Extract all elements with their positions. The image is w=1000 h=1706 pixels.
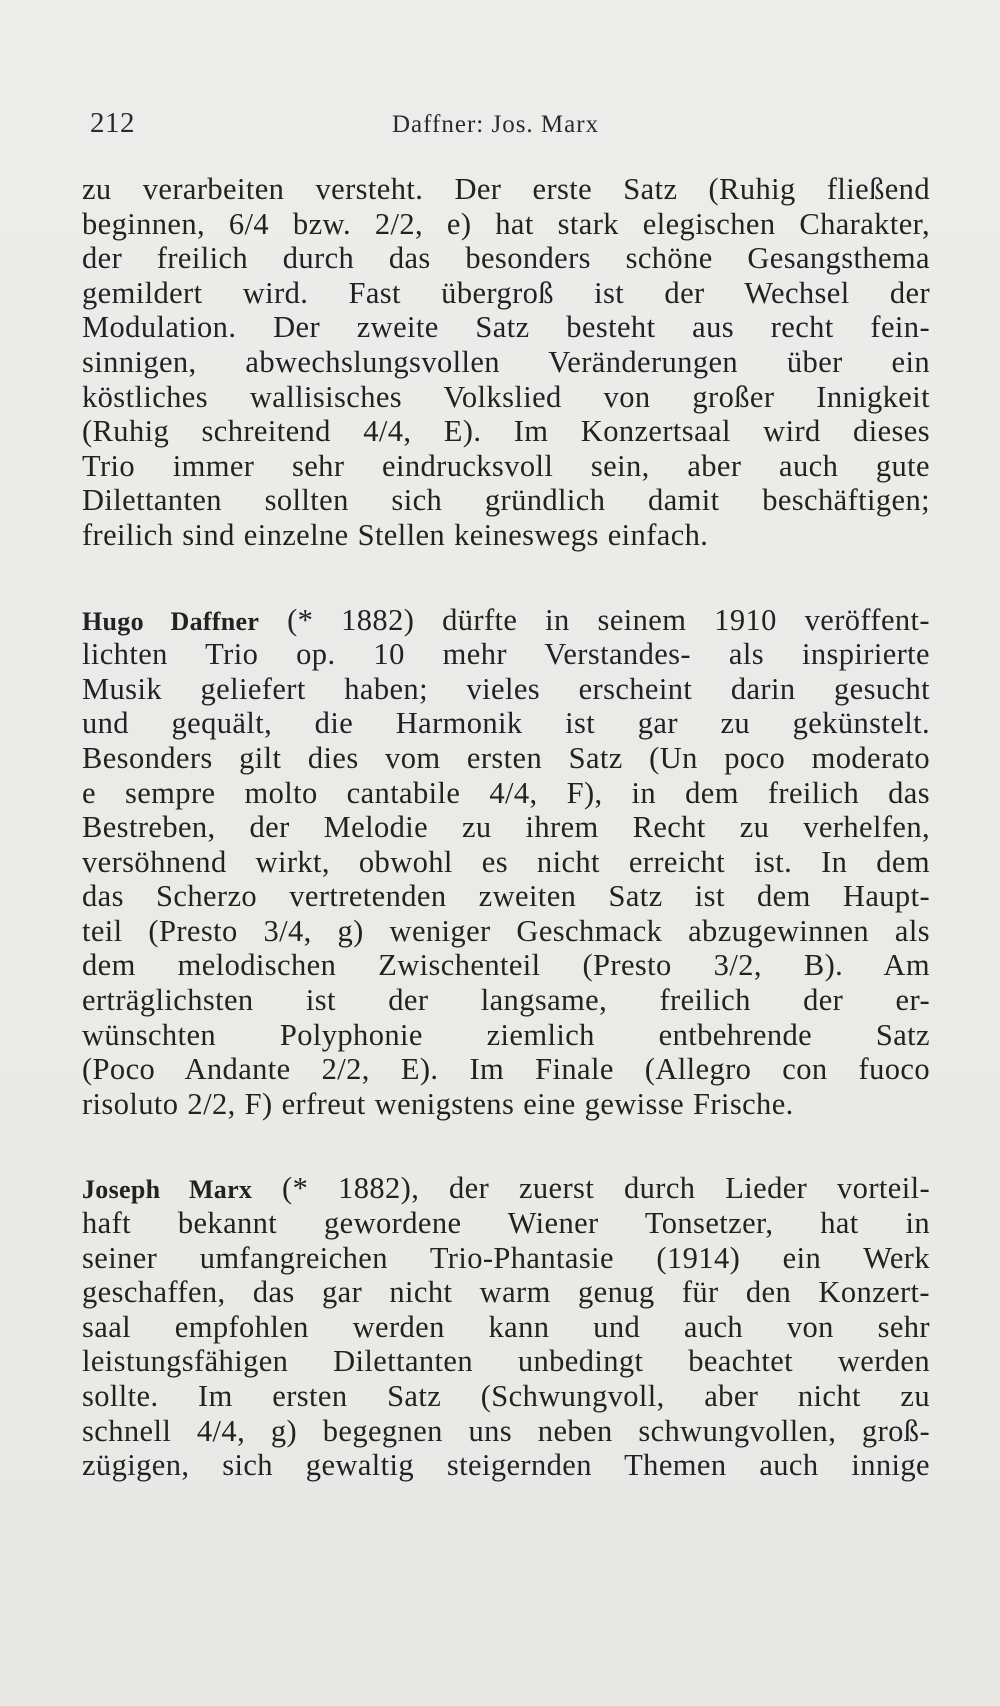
text-line: lichten Trio op. 10 mehr Verstandes- als inspirierte xyxy=(82,637,930,672)
text-line: risoluto 2/2, F) erfreut wenigstens eine gewisse Frische. xyxy=(82,1086,794,1121)
text-line: gemildert wird. Fast übergroß ist der Wechsel der xyxy=(82,275,930,310)
text-line: erträglichsten ist der langsame, freilich der er- xyxy=(82,983,930,1018)
text-line: beginnen, 6/4 bzw. 2/2, e) hat stark elegischen Charakter, xyxy=(82,206,930,241)
page-number: 212 xyxy=(90,107,135,139)
text-line: seiner umfangreichen Trio-Phantasie (1914) ein Werk xyxy=(82,1240,930,1275)
body-text xyxy=(82,172,930,1483)
text-line: saal empfohlen werden kann und auch von sehr xyxy=(82,1309,930,1344)
text-line xyxy=(82,1171,930,1206)
text-line: wünschten Polyphonie ziemlich entbehrende Satz xyxy=(82,1017,930,1052)
text-line: (Ruhig schreitend 4/4, E). Im Konzertsaal wird dieses xyxy=(82,414,930,449)
composer-name: Joseph Marx xyxy=(82,1175,253,1205)
text-line: der freilich durch das besonders schöne Gesangsthema xyxy=(82,241,930,276)
paragraph-gap xyxy=(82,553,930,603)
text-line: sollte. Im ersten Satz (Schwungvoll, aber nicht zu xyxy=(82,1379,930,1413)
text-line: dem melodischen Zwischenteil (Presto 3/2, B). Am xyxy=(82,948,930,983)
text-line: köstliches wallisisches Volkslied von großer Innigkeit xyxy=(82,379,930,414)
text-line: Dilettanten sollten sich gründlich damit beschäftigen; xyxy=(82,483,930,518)
text-line: haft bekannt gewordene Wiener Tonsetzer, hat in xyxy=(82,1206,930,1241)
text-line: leistungsfähigen Dilettanten unbedingt beachtet werden xyxy=(82,1344,930,1379)
paragraph-3 xyxy=(82,1171,930,1482)
text-line: Besonders gilt dies vom ersten Satz (Un poco moderato xyxy=(82,740,930,775)
text-run: (* 1882) dürfte in seinem 1910 veröffent- xyxy=(287,602,930,637)
composer-name: Hugo Daffner xyxy=(82,606,260,636)
text-line: (Poco Andante 2/2, E). Im Finale (Allegro con fuoco xyxy=(82,1052,930,1087)
text-line: freilich sind einzelne Stellen keineswegs einfach. xyxy=(82,517,709,552)
text-line: Modulation. Der zweite Satz besteht aus recht fein- xyxy=(82,310,930,345)
text-line: teil (Presto 3/4, g) weniger Geschmack abzugewinnen als xyxy=(82,913,930,948)
text-line: Trio immer sehr eindrucksvoll sein, aber auch gute xyxy=(82,448,930,483)
text-line: zügigen, sich gewaltig steigernden Themen auch innige xyxy=(82,1448,930,1483)
text-line: schnell 4/4, g) begegnen uns neben schwungvollen, groß- xyxy=(82,1413,930,1448)
text-line: e sempre molto cantabile 4/4, F), in dem freilich das xyxy=(82,775,930,810)
text-line: Bestreben, der Melodie zu ihrem Recht zu verhelfen, xyxy=(82,810,930,845)
text-line: sinnigen, abwechslungsvollen Veränderungen über ein xyxy=(82,344,930,379)
text-line: geschaffen, das gar nicht warm genug für den Konzert- xyxy=(82,1275,930,1310)
paragraph-gap xyxy=(82,1121,930,1171)
text-run: (* 1882), der zuerst durch Lieder vorteil- xyxy=(282,1171,930,1206)
text-line: Musik geliefert haben; vieles erscheint darin gesucht xyxy=(82,671,930,706)
text-line: zu verarbeiten versteht. Der erste Satz (Ruhig fließend xyxy=(82,172,930,206)
text-line xyxy=(82,603,930,638)
text-line: versöhnend wirkt, obwohl es nicht erreicht ist. In dem xyxy=(82,844,930,879)
paragraph-1 xyxy=(82,172,930,553)
paragraph-2 xyxy=(82,603,930,1122)
text-line: und gequält, die Harmonik ist gar zu gekünstelt. xyxy=(82,706,930,741)
text-line: das Scherzo vertretenden zweiten Satz ist dem Haupt- xyxy=(82,879,930,914)
running-head: Daffner: Jos. Marx xyxy=(392,111,600,138)
page-header xyxy=(90,107,930,147)
